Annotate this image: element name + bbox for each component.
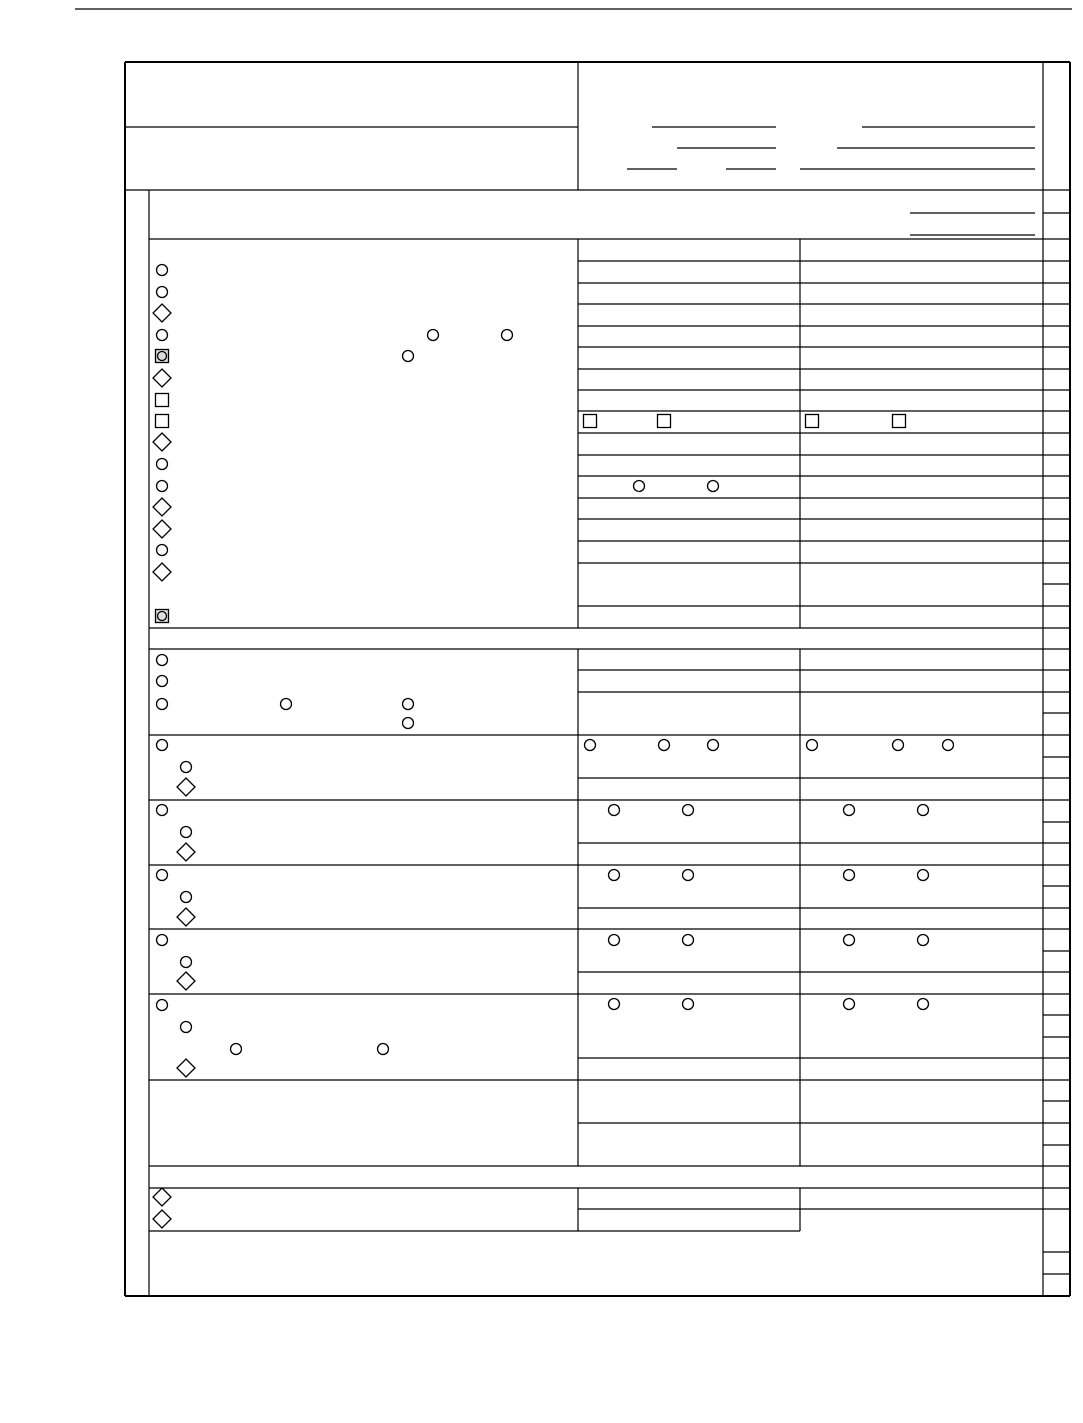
radio-circle[interactable] — [181, 957, 192, 968]
radio-circle[interactable] — [609, 935, 620, 946]
radio-circle[interactable] — [157, 545, 168, 556]
radio-circle[interactable] — [403, 351, 414, 362]
form-lines — [75, 9, 1072, 1296]
radio-circle[interactable] — [844, 805, 855, 816]
radio-circle[interactable] — [659, 740, 670, 751]
square-checkbox[interactable] — [156, 394, 169, 407]
radio-circle[interactable] — [428, 330, 439, 341]
radio-circle[interactable] — [893, 740, 904, 751]
diamond-marker[interactable] — [153, 1188, 171, 1206]
radio-circle[interactable] — [807, 740, 818, 751]
form-borders — [125, 62, 1070, 1296]
radio-circle[interactable] — [157, 1000, 168, 1011]
diamond-marker[interactable] — [153, 433, 171, 451]
radio-circle[interactable] — [181, 762, 192, 773]
radio-circle[interactable] — [683, 870, 694, 881]
diamond-marker[interactable] — [153, 498, 171, 516]
radio-circle[interactable] — [918, 935, 929, 946]
radio-circle[interactable] — [157, 287, 168, 298]
radio-circle[interactable] — [943, 740, 954, 751]
radio-circle[interactable] — [844, 870, 855, 881]
radio-circle[interactable] — [231, 1044, 242, 1055]
diamond-marker[interactable] — [153, 563, 171, 581]
radio-circle[interactable] — [403, 718, 414, 729]
square-checkbox[interactable] — [893, 415, 906, 428]
radio-circle[interactable] — [844, 999, 855, 1010]
radio-circle[interactable] — [378, 1044, 389, 1055]
diamond-marker[interactable] — [153, 369, 171, 387]
radio-circle[interactable] — [634, 481, 645, 492]
radio-circle[interactable] — [157, 265, 168, 276]
diamond-marker[interactable] — [177, 972, 195, 990]
diamond-marker[interactable] — [153, 1210, 171, 1228]
radio-circle[interactable] — [157, 655, 168, 666]
diamond-marker[interactable] — [177, 843, 195, 861]
square-checkbox[interactable] — [156, 415, 169, 428]
radio-circle[interactable] — [157, 740, 168, 751]
radio-circle[interactable] — [157, 805, 168, 816]
radio-circle[interactable] — [403, 699, 414, 710]
radio-circle[interactable] — [609, 870, 620, 881]
radio-circle[interactable] — [918, 999, 929, 1010]
radio-circle[interactable] — [181, 892, 192, 903]
form-markers[interactable] — [153, 265, 954, 1229]
radio-circle[interactable] — [683, 999, 694, 1010]
radio-circle[interactable] — [157, 481, 168, 492]
square-checkbox[interactable] — [806, 415, 819, 428]
radio-circle[interactable] — [157, 676, 168, 687]
radio-circle[interactable] — [918, 870, 929, 881]
radio-circle[interactable] — [157, 935, 168, 946]
radio-circle[interactable] — [844, 935, 855, 946]
diamond-marker[interactable] — [153, 520, 171, 538]
radio-circle[interactable] — [609, 999, 620, 1010]
radio-circle[interactable] — [585, 740, 596, 751]
diamond-marker[interactable] — [177, 1059, 195, 1077]
radio-circle[interactable] — [683, 805, 694, 816]
radio-circle[interactable] — [157, 459, 168, 470]
diamond-marker[interactable] — [177, 908, 195, 926]
square-checkbox[interactable] — [658, 415, 671, 428]
radio-circle[interactable] — [683, 935, 694, 946]
radio-circle[interactable] — [281, 699, 292, 710]
radio-circle[interactable] — [708, 740, 719, 751]
radio-circle[interactable] — [708, 481, 719, 492]
radio-circle[interactable] — [181, 827, 192, 838]
radio-circle[interactable] — [181, 1022, 192, 1033]
radio-circle[interactable] — [918, 805, 929, 816]
radio-circle[interactable] — [157, 330, 168, 341]
radio-circle[interactable] — [157, 870, 168, 881]
square-checkbox[interactable] — [584, 415, 597, 428]
radio-circle[interactable] — [609, 805, 620, 816]
diamond-marker[interactable] — [153, 304, 171, 322]
diamond-marker[interactable] — [177, 778, 195, 796]
radio-circle[interactable] — [502, 330, 513, 341]
radio-circle[interactable] — [157, 699, 168, 710]
